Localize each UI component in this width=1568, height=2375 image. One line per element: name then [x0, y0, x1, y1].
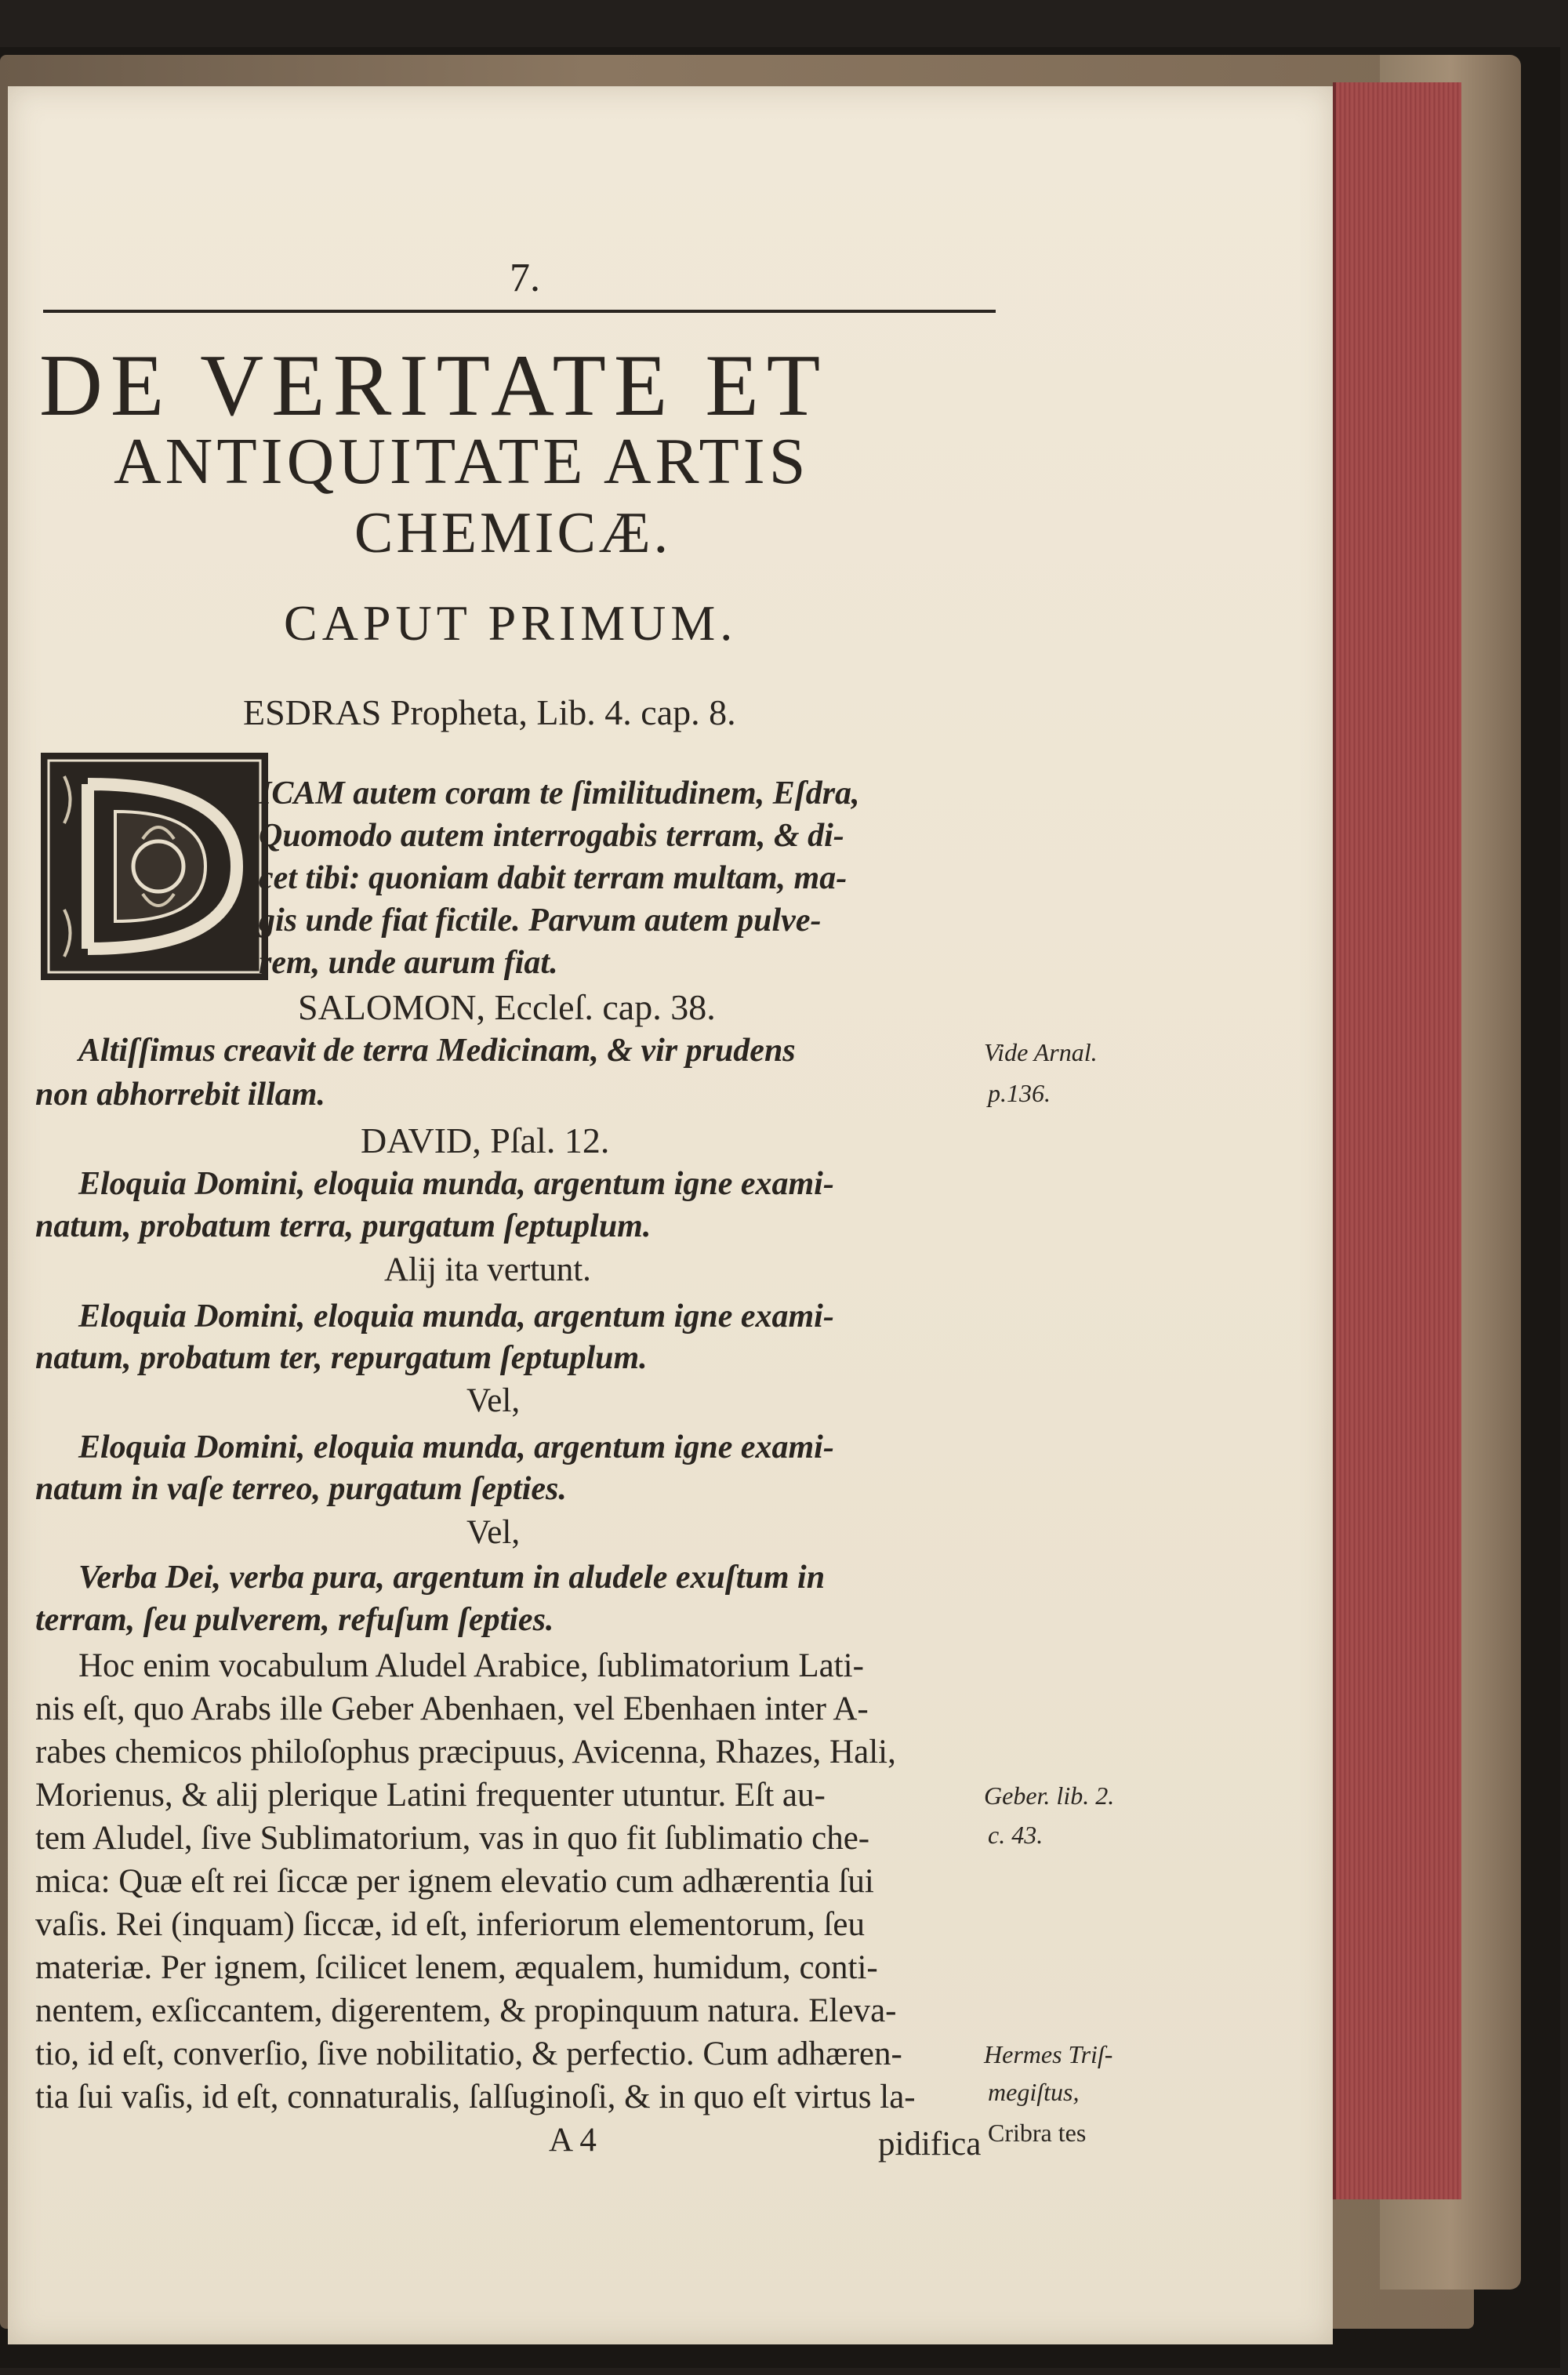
esdras-line-4: gis unde fiat fictile. Parvum autem pulve- — [259, 902, 822, 939]
body-line-5: tem Aludel, ſive Sublimatorium, vas in quo fit ſublimatio che- — [35, 1820, 870, 1857]
chapter-heading: CAPUT PRIMUM. — [284, 595, 738, 651]
david-line-2: natum, probatum terra, purgatum ſeptuplum. — [35, 1208, 652, 1244]
esdras-heading: ESDRAS Propheta, Lib. 4. cap. 8. — [243, 692, 736, 732]
margin-note-vide-arnal: Vide Arnal. — [984, 1038, 1098, 1066]
esdras-line-1: ICAM autem coram te ſimilitudinem, Eſdra, — [259, 775, 860, 812]
body-line-2: nis eſt, quo Arabs ille Geber Abenhaen, vel Ebenhaen inter A- — [35, 1690, 869, 1727]
salomon-line-2: non abhorrebit illam. — [35, 1077, 325, 1113]
body-line-8: materiæ. Per ignem, ſcilicet lenem, æqualem, humidum, conti- — [35, 1949, 878, 1986]
vel1-line-2: natum in vaſe terreo, purgatum ſepties. — [35, 1471, 567, 1507]
margin-note-p136: p.136. — [988, 1079, 1051, 1107]
title-line-1: DE VERITATE ET — [39, 337, 829, 434]
vel-heading-2: Vel, — [466, 1514, 521, 1551]
esdras-line-3: cet tibi: quoniam dabit terram multam, ma- — [259, 860, 848, 896]
title-line-2: ANTIQUITATE ARTIS — [114, 425, 810, 498]
body-line-4: Morienus, & alij plerique Latini frequenter utuntur. Eſt au- — [35, 1777, 826, 1814]
alij-line-2: natum, probatum ter, repurgatum ſeptuplum. — [35, 1340, 648, 1376]
salomon-heading: SALOMON, Eccleſ. cap. 38. — [298, 987, 716, 1027]
alij-heading: Alij ita vertunt. — [384, 1251, 591, 1288]
esdras-line-2: Quomodo autem interrogabis terram, & di- — [259, 818, 844, 854]
margin-note-c43: c. 43. — [988, 1821, 1044, 1849]
david-line-1: Eloquia Domini, eloquia munda, argentum igne exami- — [78, 1166, 834, 1202]
header-rule — [43, 310, 996, 313]
margin-note-geber: Geber. lib. 2. — [984, 1781, 1115, 1810]
vel2-line-2: terram, ſeu pulverem, refuſum ſepties. — [35, 1602, 554, 1638]
body-line-6: mica: Quæ eſt rei ſiccæ per ignem elevatio cum adhærentia ſui — [35, 1863, 874, 1900]
body-line-11: tia ſui vaſis, id eſt, connaturalis, ſalſuginoſi, & in quo eſt virtus la- — [35, 2079, 916, 2115]
margin-note-cribra: Cribra tes — [988, 2119, 1087, 2147]
body-line-7: vaſis. Rei (inquam) ſiccæ, id eſt, inferiorum elementorum, ſeu — [35, 1906, 865, 1943]
vel-heading-1: Vel, — [466, 1382, 521, 1419]
margin-note-hermes-2: megiſtus, — [988, 2078, 1080, 2106]
signature-mark: A 4 — [549, 2122, 597, 2159]
body-line-3: rabes chemicos philoſophus præcipuus, Avicenna, Rhazes, Hali, — [35, 1734, 896, 1770]
body-line-1: Hoc enim vocabulum Aludel Arabice, ſublimatorium Lati- — [78, 1647, 864, 1684]
book-page — [8, 86, 1333, 2344]
esdras-line-5: rem, unde aurum fiat. — [259, 945, 558, 981]
title-line-3: CHEMICÆ. — [354, 501, 672, 565]
red-page-edges — [1333, 82, 1461, 2199]
page-number: 7. — [510, 256, 540, 300]
vel2-line-1: Verba Dei, verba pura, argentum in aludele exuſtum in — [78, 1560, 826, 1596]
margin-note-hermes-1: Hermes Triſ- — [984, 2040, 1113, 2068]
body-line-9: nentem, exſiccantem, digerentem, & propinquum natura. Eleva- — [35, 1992, 897, 2029]
david-heading: DAVID, Pſal. 12. — [361, 1120, 610, 1160]
catchword: pidifica — [878, 2126, 982, 2163]
body-line-10: tio, id eſt, converſio, ſive nobilitatio, & perfectio. Cum adhæren- — [35, 2035, 902, 2072]
salomon-line-1: Altiſſimus creavit de terra Medicinam, & vir prudens — [78, 1033, 796, 1069]
alij-line-1: Eloquia Domini, eloquia munda, argentum igne exami- — [78, 1298, 834, 1335]
decorated-initial-icon — [41, 753, 268, 980]
vel1-line-1: Eloquia Domini, eloquia munda, argentum igne exami- — [78, 1429, 834, 1465]
